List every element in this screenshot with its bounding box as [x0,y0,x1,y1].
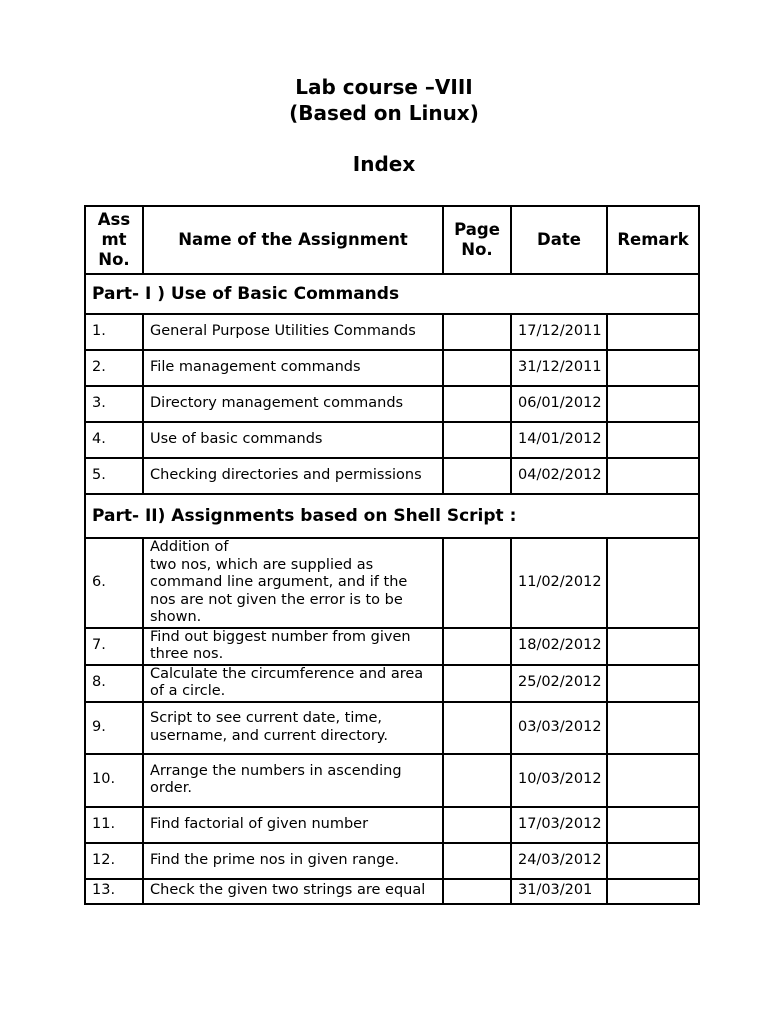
cell-date: 14/01/2012 [511,422,607,458]
cell-remark [607,314,699,350]
cell-assignment-name: Find out biggest number from given three nos. [143,628,443,665]
cell-remark [607,702,699,754]
cell-page-number [443,422,511,458]
table-header-row [85,206,699,274]
section-part-2 [85,494,699,538]
cell-assignment-number: 10. [85,754,143,807]
cell-remark [607,458,699,494]
cell-assignment-number: 11. [85,807,143,843]
cell-date: 04/02/2012 [511,458,607,494]
col-header-assignment-name: Name of the Assignment [143,206,443,274]
cell-page-number [443,314,511,350]
section-part-1 [85,274,699,314]
document-title: Lab course –VIII [295,75,473,99]
index-heading: Index [352,152,416,176]
cell-assignment-name: Script to see current date, time, username, and current directory. [143,702,443,754]
cell-remark [607,422,699,458]
table-row [85,843,699,879]
cell-date: 03/03/2012 [511,702,607,754]
cell-date: 31/12/2011 [511,350,607,386]
cell-page-number [443,538,511,628]
cell-assignment-name: Calculate the circumference and area of a circle. [143,665,443,702]
table-row [85,314,699,350]
table-row [85,702,699,754]
cell-assignment-number: 12. [85,843,143,879]
cell-date: 18/02/2012 [511,628,607,665]
cell-assignment-number: 4. [85,422,143,458]
cell-assignment-name: Check the given two strings are equal [143,879,443,904]
cell-assignment-name: Addition of two nos, which are supplied as command line argument, and if the nos are not given the error is to be shown. [143,538,443,628]
cell-date: 17/03/2012 [511,807,607,843]
table-row [85,807,699,843]
col-header-date: Date [511,206,607,274]
cell-assignment-name: Directory management commands [143,386,443,422]
cell-assignment-name: Arrange the numbers in ascending order. [143,754,443,807]
cell-assignment-number: 13. [85,879,143,904]
cell-assignment-number: 8. [85,665,143,702]
cell-assignment-name: Checking directories and permissions [143,458,443,494]
document-subtitle: (Based on Linux) [289,101,479,125]
cell-page-number [443,754,511,807]
cell-page-number [443,702,511,754]
section-title: Part- I ) Use of Basic Commands [85,274,699,314]
cell-assignment-number: 3. [85,386,143,422]
cell-remark [607,879,699,904]
section-title: Part- II) Assignments based on Shell Script : [85,494,699,538]
col-header-remark: Remark [607,206,699,274]
cell-assignment-number: 7. [85,628,143,665]
table-row [85,879,699,904]
table-row [85,665,699,702]
cell-assignment-name: File management commands [143,350,443,386]
cell-page-number [443,843,511,879]
cell-page-number [443,458,511,494]
cell-assignment-number: 6. [85,538,143,628]
cell-date: 25/02/2012 [511,665,607,702]
cell-date: 24/03/2012 [511,843,607,879]
table-row [85,422,699,458]
cell-date: 06/01/2012 [511,386,607,422]
cell-remark [607,628,699,665]
cell-remark [607,386,699,422]
col-header-assignment-number: Ass mt No. [85,206,143,274]
table-row [85,350,699,386]
cell-assignment-name: Find factorial of given number [143,807,443,843]
cell-page-number [443,628,511,665]
table-row [85,628,699,665]
table-row [85,458,699,494]
cell-page-number [443,879,511,904]
cell-remark [607,807,699,843]
cell-date: 31/03/201 [511,879,607,904]
cell-date: 10/03/2012 [511,754,607,807]
cell-remark [607,665,699,702]
cell-date: 17/12/2011 [511,314,607,350]
cell-assignment-number: 2. [85,350,143,386]
col-header-page-number: Page No. [443,206,511,274]
cell-page-number [443,350,511,386]
cell-assignment-number: 9. [85,702,143,754]
cell-page-number [443,386,511,422]
cell-remark [607,754,699,807]
cell-assignment-name: Use of basic commands [143,422,443,458]
table-row [85,754,699,807]
table-row [85,538,699,628]
cell-page-number [443,665,511,702]
cell-assignment-number: 1. [85,314,143,350]
table-row [85,386,699,422]
cell-remark [607,538,699,628]
cell-remark [607,350,699,386]
cell-page-number [443,807,511,843]
assignment-index-table [84,205,700,905]
cell-assignment-name: General Purpose Utilities Commands [143,314,443,350]
cell-date: 11/02/2012 [511,538,607,628]
cell-assignment-number: 5. [85,458,143,494]
cell-remark [607,843,699,879]
cell-assignment-name: Find the prime nos in given range. [143,843,443,879]
